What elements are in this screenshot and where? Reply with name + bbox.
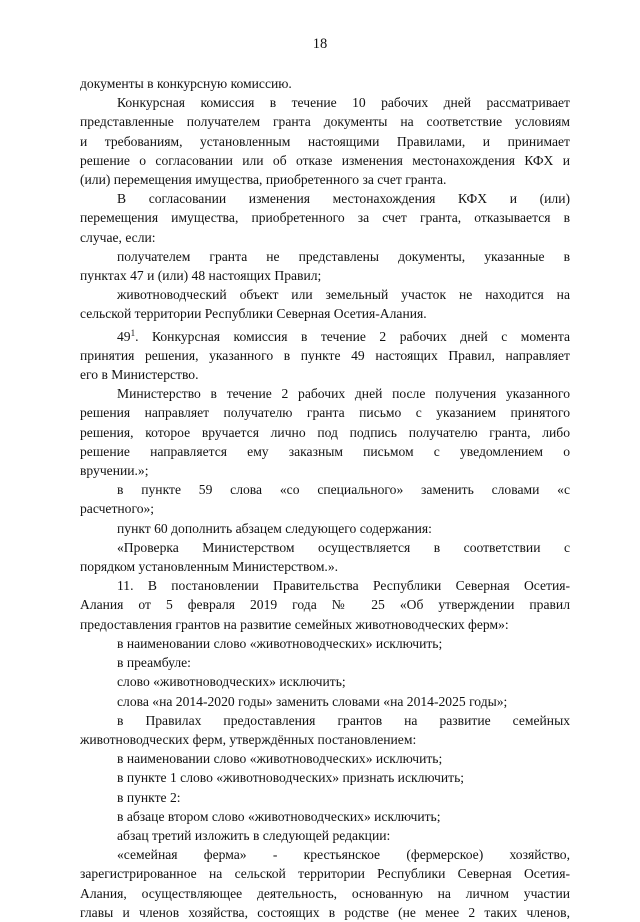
text-line: случае, если: [80,229,156,245]
text-line [80,324,570,346]
document-body [80,74,570,922]
superscript: 1 [130,327,136,338]
text-line: порядком установленным Министерством.». [80,559,339,575]
text-line: в преамбуле: [117,655,191,671]
text-line: решения направляет получателю гранта письмо с указанием принятого [80,405,570,421]
text-line: пункт 60 дополнить абзацем следующего содержания: [117,520,432,536]
text-line: в абзаце втором слово «животноводческих» исключить; [117,808,441,824]
text-line: решение направляется ему заказным письмом с уведомлением о [80,443,570,459]
text-line: животноводческих ферм, утверждённых постановлением: [80,731,417,747]
text-line: Министерство в течение 2 рабочих дней после получения указанного [117,386,570,402]
text-line: абзац третий изложить в следующей редакции: [117,827,391,843]
text-line: Алания от 5 февраля 2019 года № 25 «Об утверждении правил [80,597,570,613]
text-line: в наименовании слово «животноводческих» исключить; [117,751,443,767]
text-line: Алания, осуществляющее деятельность, основанную на личном участии [80,885,570,901]
text-line: принятия решения, указанного в пункте 49 настоящих Правил, направляет [80,347,570,363]
text-line: «семейная ферма» - крестьянское (фермерское) хозяйство, [117,847,570,863]
text-line: «Проверка Министерством осуществляется в соответствии с [117,539,570,555]
text-line: в наименовании слово «животноводческих» исключить; [117,635,443,651]
text-line: зарегистрированное на сельской территории Республики Северная Осетия- [80,866,570,882]
text-line: Конкурсная комиссия в течение 10 рабочих дней рассматривает [117,95,570,111]
text-line: в Правилах предоставления грантов на развитие семейных [117,712,570,728]
text-line: документы в конкурсную комиссию. [80,76,292,91]
text-line: животноводческий объект или земельный участок не находится на [117,287,570,303]
text-line: предоставления грантов на развитие семейных животноводческих ферм»: [80,616,509,632]
text-line: В согласовании изменения местонахождения КФХ и (или) [117,191,570,207]
text-line: в пункте 2: [117,789,181,805]
text-line: решения, которое вручается лично под подпись получателю гранта, либо [80,424,570,440]
text-line: слово «животноводческих» исключить; [117,674,346,690]
text-line: расчетного»; [80,501,155,517]
text-line: сельской территории Республики Северная Осетия-Алания. [80,306,427,322]
text-line: представленные получателем гранта документы на соответствие условиям [80,114,570,130]
text-line-segment: . Конкурсная комиссия в течение 2 рабочих дней с момента [135,328,570,344]
text-line: главы и членов хозяйства, состоящих в родстве (не менее 2 таких членов, [80,904,570,920]
text-line: (или) перемещения имущества, приобретенного за счет гранта. [80,172,447,188]
text-line: в пункте 1 слово «животноводческих» признать исключить; [117,770,465,786]
text-line: его в Министерство. [80,367,199,383]
text-line: пунктах 47 и (или) 48 настоящих Правил; [80,268,322,284]
text-line: в пункте 59 слова «со специального» заменить словами «с [117,482,570,498]
text-line: вручении.»; [80,463,149,479]
text-line: 11. В постановлении Правительства Республики Северная Осетия- [117,578,570,594]
text-line-segment: 49 [117,328,131,344]
page-number: 18 [312,36,328,52]
text-line: и требованиям, установленным настоящими Правилами, и принимает [80,133,570,149]
text-line: перемещения имущества, приобретенного за счет гранта, отказывается в [80,210,570,226]
text-line: слова «на 2014-2020 годы» заменить словами «на 2014-2025 годы»; [117,693,508,709]
text-line: решение о согласовании или об отказе изменения местонахождения КФХ и [80,152,570,168]
text-line: получателем гранта не представлены документы, указанные в [117,248,570,264]
